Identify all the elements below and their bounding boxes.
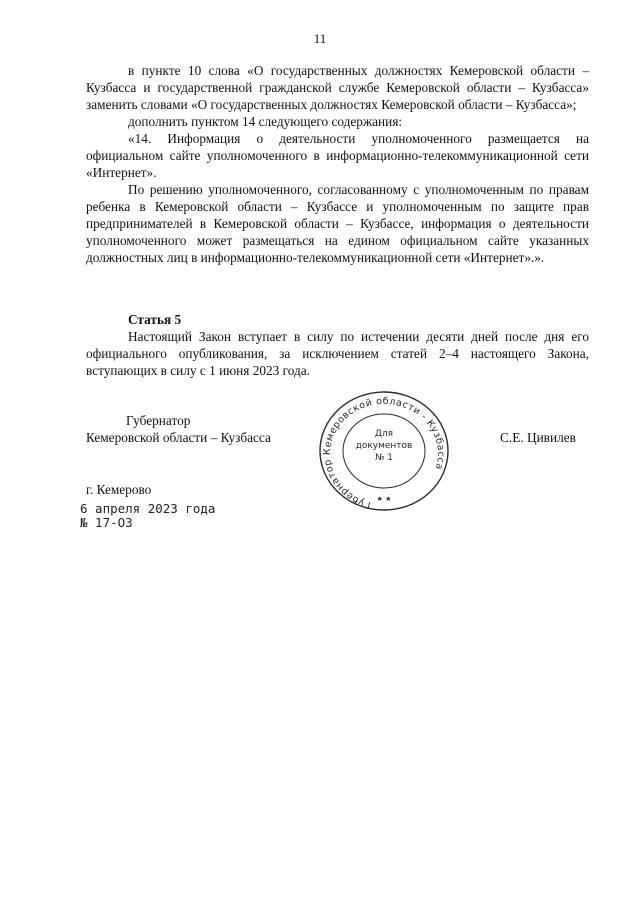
article-5-text: Настоящий Закон вступает в силу по истечении десяти дней после дня его официального опубликования, за исключением статей 2–4 настоящего Закона, вступающих в силу с 1 июня 2023 года. (86, 329, 589, 378)
paragraph-2: дополнить пунктом 14 следующего содержания: (128, 114, 403, 129)
signature-title-line1: Губернатор (126, 413, 191, 428)
signatory-name: С.Е. Цивилев (500, 430, 576, 445)
signature-title-line2: Кемеровской области – Кузбасса (86, 430, 271, 445)
paragraph-1: в пункте 10 слова «О государственных должностях Кемеровской области – Кузбасса и государственной гражданской службе Кемеровской области – Кузбасса» заменить словами «О государственных должностях Кемеровской области – Кузбасса»; (86, 63, 589, 112)
article-5-heading: Статья 5 (128, 312, 182, 327)
seal-line-2: документов (355, 441, 413, 451)
paragraph-3: «14. Информация о деятельности уполномоченного размещается на официальном сайте уполномоченного в информационно-телекоммуникационной сети «Интернет». (86, 131, 589, 180)
seal-line-1: Для (374, 429, 394, 439)
official-seal (316, 388, 452, 514)
article-5 (86, 311, 589, 379)
paragraph-4: По решению уполномоченного, согласованному с уполномоченным по правам ребенка в Кемеровской области – Кузбассе и уполномоченным по защите прав предпринимателей в Кемеровской области – Кузбассе, информация о деятельности уполномоченного может размещаться на едином официальном сайте указанных должностных лиц в информационно-телекоммуникационной сети «Интернет».». (86, 182, 589, 265)
seal-stars: ★ ★ (376, 495, 392, 503)
law-date: 6 апреля 2023 года (80, 501, 216, 516)
law-number: № 17-ОЗ (80, 515, 133, 530)
seal-line-3: № 1 (375, 453, 393, 463)
amendment-text (86, 62, 589, 266)
page-number: 11 (313, 31, 327, 46)
city: г. Кемерово (86, 482, 152, 497)
seal-ring-text: Губернатор Кемеровской области - Кузбасса (321, 395, 447, 511)
